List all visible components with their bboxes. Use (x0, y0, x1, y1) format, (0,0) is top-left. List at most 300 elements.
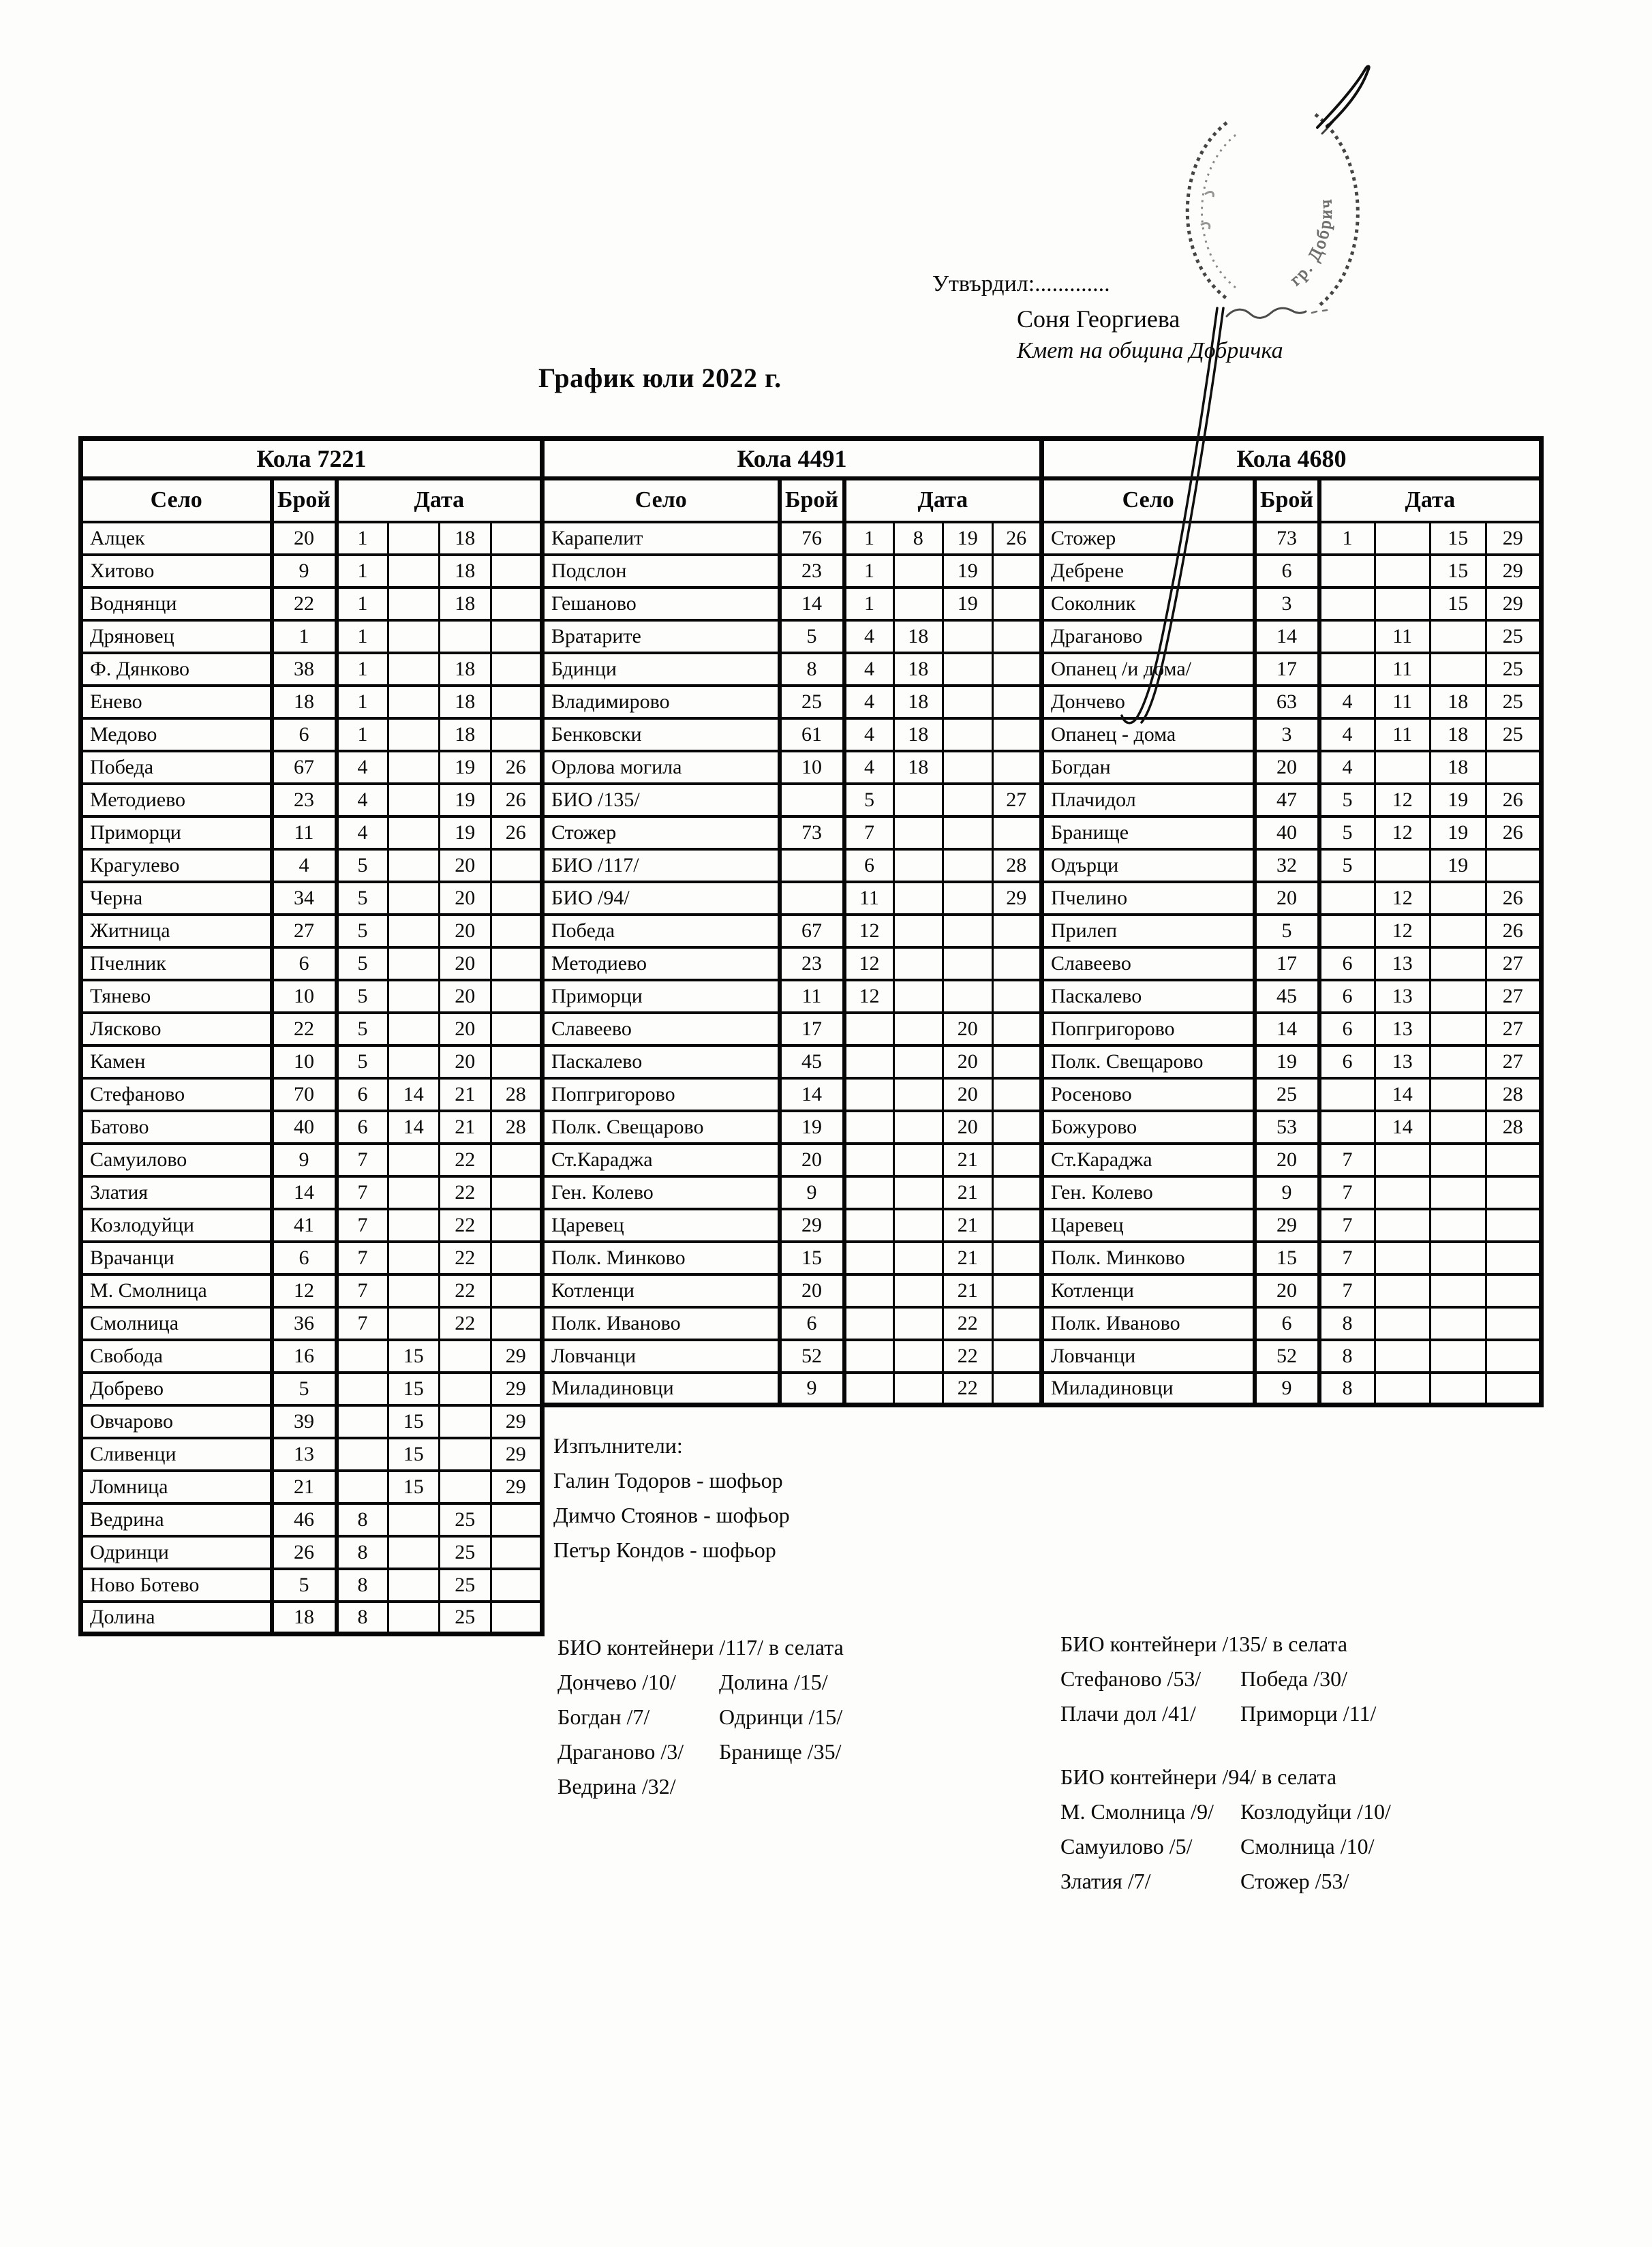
date-cell (388, 653, 440, 686)
count-header: Брой (272, 478, 337, 522)
date-cell: 29 (491, 1373, 542, 1405)
date-cell: 28 (1486, 1111, 1542, 1144)
date-cell (388, 1602, 440, 1634)
count-cell: 12 (272, 1274, 337, 1307)
village-cell: Царевец (1042, 1209, 1255, 1242)
date-cell: 15 (388, 1438, 440, 1471)
date-cell (1319, 653, 1375, 686)
count-cell (780, 849, 844, 882)
count-cell: 25 (780, 686, 844, 718)
village-cell: Стефаново (81, 1078, 272, 1111)
date-cell: 29 (491, 1405, 542, 1438)
date-cell: 13 (1375, 980, 1431, 1013)
count-cell: 39 (272, 1405, 337, 1438)
date-cell: 6 (1319, 980, 1375, 1013)
bio-col-1 (1060, 1662, 1240, 1731)
date-cell (491, 1274, 542, 1307)
date-cell: 26 (1486, 882, 1542, 915)
executors-list (553, 1463, 790, 1568)
date-cell: 7 (337, 1176, 388, 1209)
date-cell (491, 1503, 542, 1536)
village-cell: Ловчанци (1042, 1340, 1255, 1373)
count-cell: 27 (272, 915, 337, 947)
date-cell (1319, 587, 1375, 620)
table-row (81, 1176, 542, 1209)
count-cell: 45 (780, 1045, 844, 1078)
table-row (1042, 1144, 1542, 1176)
bio-village-entry: Ведрина /32/ (557, 1774, 676, 1799)
date-cell: 21 (943, 1176, 993, 1209)
date-cell (491, 1013, 542, 1045)
date-cell: 20 (440, 947, 491, 980)
village-cell: Воднянци (81, 587, 272, 620)
village-cell: Стожер (542, 816, 780, 849)
date-cell (337, 1438, 388, 1471)
date-cell: 1 (1319, 522, 1375, 555)
table-row (81, 1111, 542, 1144)
village-cell: Победа (542, 915, 780, 947)
village-cell: Котленци (1042, 1274, 1255, 1307)
date-cell (893, 1078, 943, 1111)
date-cell (388, 718, 440, 751)
date-cell: 4 (844, 751, 894, 784)
date-cell: 19 (1431, 784, 1486, 816)
date-cell (1431, 1373, 1486, 1405)
date-cell (844, 1209, 894, 1242)
date-cell: 8 (893, 522, 943, 555)
date-cell: 4 (844, 620, 894, 653)
date-cell: 4 (844, 686, 894, 718)
date-cell (844, 1373, 894, 1405)
count-cell: 29 (1255, 1209, 1319, 1242)
date-cell: 27 (1486, 1013, 1542, 1045)
date-cell (440, 620, 491, 653)
date-cell: 12 (1375, 816, 1431, 849)
count-cell: 73 (780, 816, 844, 849)
date-cell: 21 (943, 1144, 993, 1176)
date-cell: 12 (844, 980, 894, 1013)
date-cell (943, 980, 993, 1013)
count-cell (780, 784, 844, 816)
bio-section-94 (1060, 1760, 1391, 1899)
count-cell: 15 (1255, 1242, 1319, 1274)
bio-section-title: БИО контейнери /94/ в селата (1060, 1764, 1337, 1789)
date-cell: 11 (1375, 653, 1431, 686)
table-row (1042, 751, 1542, 784)
table-row (1042, 1209, 1542, 1242)
date-cell: 14 (1375, 1111, 1431, 1144)
table-row (81, 1602, 542, 1634)
village-cell: Свобода (81, 1340, 272, 1373)
village-cell: Гешаново (542, 587, 780, 620)
date-cell: 22 (440, 1176, 491, 1209)
table-row (542, 718, 1042, 751)
village-header: Село (542, 478, 780, 522)
table-row (1042, 980, 1542, 1013)
date-cell (893, 1045, 943, 1078)
count-cell: 9 (272, 555, 337, 587)
date-cell (388, 751, 440, 784)
date-cell (1431, 1045, 1486, 1078)
date-cell (1431, 653, 1486, 686)
date-cell: 19 (943, 587, 993, 620)
count-cell: 17 (1255, 653, 1319, 686)
count-cell: 20 (1255, 882, 1319, 915)
table-row (542, 816, 1042, 849)
bio-col-2 (1240, 1662, 1376, 1731)
date-cell (992, 1111, 1042, 1144)
date-cell (943, 751, 993, 784)
bio-village-entry: Смолница /10/ (1240, 1834, 1375, 1859)
table-row (81, 555, 542, 587)
village-cell: Енево (81, 686, 272, 718)
date-cell (388, 1536, 440, 1569)
date-cell: 26 (992, 522, 1042, 555)
date-cell (893, 980, 943, 1013)
date-cell (491, 947, 542, 980)
date-cell: 26 (1486, 915, 1542, 947)
date-cell: 29 (491, 1471, 542, 1503)
table-row (542, 751, 1042, 784)
date-cell (1319, 555, 1375, 587)
count-cell: 52 (780, 1340, 844, 1373)
date-cell (1375, 1340, 1431, 1373)
village-cell: Ф. Дянково (81, 653, 272, 686)
date-cell (491, 686, 542, 718)
date-cell: 5 (337, 947, 388, 980)
village-cell: Драганово (1042, 620, 1255, 653)
table-row (1042, 1013, 1542, 1045)
village-cell: Опанец - дома (1042, 718, 1255, 751)
count-cell: 20 (780, 1144, 844, 1176)
date-cell (388, 1274, 440, 1307)
car-title: Кола 7221 (81, 439, 542, 478)
date-cell: 6 (337, 1111, 388, 1144)
village-cell: М. Смолница (81, 1274, 272, 1307)
date-cell (943, 653, 993, 686)
count-cell: 3 (1255, 718, 1319, 751)
date-cell: 20 (943, 1013, 993, 1045)
date-cell (943, 620, 993, 653)
village-cell: Пчелино (1042, 882, 1255, 915)
date-cell: 5 (337, 980, 388, 1013)
count-cell: 17 (1255, 947, 1319, 980)
count-cell: 29 (780, 1209, 844, 1242)
village-cell: Методиево (542, 947, 780, 980)
date-cell: 18 (893, 718, 943, 751)
date-cell: 1 (337, 587, 388, 620)
schedule-table-kola-7221 (78, 436, 545, 1636)
village-cell: Паскалево (542, 1045, 780, 1078)
date-cell: 21 (943, 1274, 993, 1307)
date-cell (1375, 522, 1431, 555)
date-cell (992, 1078, 1042, 1111)
date-cell (388, 1176, 440, 1209)
village-cell: Врачанци (81, 1242, 272, 1274)
table-row (1042, 587, 1542, 620)
date-cell (893, 1373, 943, 1405)
date-cell (1486, 1176, 1542, 1209)
count-cell: 5 (780, 620, 844, 653)
date-cell: 4 (337, 784, 388, 816)
count-cell: 32 (1255, 849, 1319, 882)
village-cell: Лясково (81, 1013, 272, 1045)
date-cell (491, 653, 542, 686)
bio-col-2 (719, 1665, 842, 1804)
date-cell: 7 (337, 1209, 388, 1242)
count-cell: 3 (1255, 587, 1319, 620)
count-cell: 14 (1255, 1013, 1319, 1045)
date-cell: 5 (337, 915, 388, 947)
date-cell (1431, 1340, 1486, 1373)
count-cell: 23 (780, 947, 844, 980)
bio-col-1 (1060, 1794, 1240, 1899)
count-cell: 20 (1255, 1274, 1319, 1307)
date-cell (491, 587, 542, 620)
date-cell (491, 1209, 542, 1242)
date-cell: 6 (1319, 947, 1375, 980)
date-cell: 20 (943, 1045, 993, 1078)
table-row (542, 784, 1042, 816)
date-cell: 4 (844, 653, 894, 686)
date-cell: 19 (943, 522, 993, 555)
table-row (81, 1274, 542, 1307)
date-cell: 27 (1486, 947, 1542, 980)
table-row (542, 1045, 1042, 1078)
table-row (1042, 1373, 1542, 1405)
date-cell (893, 915, 943, 947)
village-cell: Батово (81, 1111, 272, 1144)
date-cell: 13 (1375, 1013, 1431, 1045)
table-row (542, 1274, 1042, 1307)
count-cell: 25 (1255, 1078, 1319, 1111)
count-cell: 70 (272, 1078, 337, 1111)
date-cell: 26 (491, 751, 542, 784)
table-row (81, 587, 542, 620)
date-cell (1431, 882, 1486, 915)
date-cell: 8 (1319, 1307, 1375, 1340)
date-cell (1431, 1013, 1486, 1045)
date-cell (893, 849, 943, 882)
date-cell (844, 1045, 894, 1078)
village-cell: Златия (81, 1176, 272, 1209)
date-cell (992, 1209, 1042, 1242)
village-cell: БИО /117/ (542, 849, 780, 882)
date-cell: 15 (1431, 587, 1486, 620)
date-cell: 21 (440, 1111, 491, 1144)
date-cell (893, 555, 943, 587)
bio-village-entry: Богдан /7/ (557, 1705, 650, 1729)
date-cell (1375, 1242, 1431, 1274)
table-row (542, 555, 1042, 587)
date-cell: 25 (440, 1503, 491, 1536)
village-cell: Одринци (81, 1536, 272, 1569)
count-cell: 10 (272, 1045, 337, 1078)
date-cell (388, 1569, 440, 1602)
count-cell: 23 (780, 555, 844, 587)
village-cell: Росеново (1042, 1078, 1255, 1111)
date-cell (440, 1471, 491, 1503)
village-cell: Козлодуйци (81, 1209, 272, 1242)
table-row (81, 718, 542, 751)
count-cell: 6 (1255, 555, 1319, 587)
date-cell (491, 1602, 542, 1634)
date-cell (992, 1373, 1042, 1405)
village-cell: Миладиновци (1042, 1373, 1255, 1405)
date-cell (337, 1373, 388, 1405)
village-cell: Богдан (1042, 751, 1255, 784)
bio-col-2 (1240, 1794, 1391, 1899)
date-cell (893, 947, 943, 980)
village-cell: Победа (81, 751, 272, 784)
table-row (81, 784, 542, 816)
date-cell: 26 (1486, 816, 1542, 849)
date-cell (992, 1176, 1042, 1209)
table-row (1042, 1176, 1542, 1209)
date-cell (893, 1176, 943, 1209)
village-cell: Житница (81, 915, 272, 947)
count-cell: 14 (780, 1078, 844, 1111)
village-cell: Полк. Свещарово (542, 1111, 780, 1144)
count-cell: 45 (1255, 980, 1319, 1013)
date-cell: 28 (491, 1111, 542, 1144)
date-cell: 26 (491, 816, 542, 849)
date-cell (388, 1242, 440, 1274)
table-row (542, 1340, 1042, 1373)
date-cell: 1 (337, 686, 388, 718)
date-cell: 25 (440, 1536, 491, 1569)
village-header: Село (81, 478, 272, 522)
date-cell: 5 (337, 882, 388, 915)
count-cell: 14 (780, 587, 844, 620)
date-cell (992, 620, 1042, 653)
date-cell (893, 587, 943, 620)
date-cell (388, 522, 440, 555)
village-cell: Дебрене (1042, 555, 1255, 587)
date-header: Дата (337, 478, 542, 522)
table-row (81, 522, 542, 555)
date-cell: 18 (893, 653, 943, 686)
village-cell: Алцек (81, 522, 272, 555)
date-cell: 14 (1375, 1078, 1431, 1111)
date-cell: 8 (337, 1602, 388, 1634)
date-cell (943, 947, 993, 980)
village-cell: Полк. Минково (1042, 1242, 1255, 1274)
village-cell: Полк. Минково (542, 1242, 780, 1274)
date-cell (1375, 1176, 1431, 1209)
table-row (542, 1111, 1042, 1144)
date-cell: 27 (1486, 1045, 1542, 1078)
village-cell: Бранище (1042, 816, 1255, 849)
table-row (81, 1144, 542, 1176)
date-cell (893, 1307, 943, 1340)
date-cell (1375, 1307, 1431, 1340)
date-cell: 15 (388, 1471, 440, 1503)
date-cell: 15 (388, 1340, 440, 1373)
date-cell (992, 1340, 1042, 1373)
village-cell: Добрево (81, 1373, 272, 1405)
date-cell: 5 (337, 849, 388, 882)
date-cell (1431, 947, 1486, 980)
date-cell: 15 (388, 1405, 440, 1438)
date-cell: 20 (943, 1078, 993, 1111)
bio-village-entry: Одринци /15/ (719, 1705, 843, 1729)
date-cell: 22 (440, 1209, 491, 1242)
count-cell: 15 (780, 1242, 844, 1274)
executors-block (553, 1428, 790, 1568)
date-cell (893, 1144, 943, 1176)
count-cell: 9 (780, 1373, 844, 1405)
count-cell: 1 (272, 620, 337, 653)
village-cell: Опанец /и дома/ (1042, 653, 1255, 686)
count-cell: 6 (780, 1307, 844, 1340)
table-row (81, 1209, 542, 1242)
date-cell (1431, 980, 1486, 1013)
date-cell: 11 (1375, 620, 1431, 653)
date-cell (893, 882, 943, 915)
count-cell: 41 (272, 1209, 337, 1242)
village-cell: Подслон (542, 555, 780, 587)
bio-village-entry: Стефаново /53/ (1060, 1666, 1202, 1691)
count-cell: 34 (272, 882, 337, 915)
table-row (542, 1013, 1042, 1045)
village-cell: Стожер (1042, 522, 1255, 555)
table-row (1042, 1340, 1542, 1373)
date-cell (491, 1242, 542, 1274)
date-cell (388, 1307, 440, 1340)
village-cell: Славеево (1042, 947, 1255, 980)
village-cell: Ген. Колево (542, 1176, 780, 1209)
count-cell: 5 (272, 1373, 337, 1405)
count-cell: 20 (272, 522, 337, 555)
date-cell: 4 (337, 816, 388, 849)
bio-col-1 (557, 1665, 719, 1804)
date-cell: 4 (1319, 718, 1375, 751)
table-row (81, 1471, 542, 1503)
count-cell: 40 (1255, 816, 1319, 849)
executor-name: Димчо Стоянов - шофьор (553, 1503, 790, 1527)
date-cell (1486, 1373, 1542, 1405)
date-cell (337, 1471, 388, 1503)
date-cell: 8 (337, 1569, 388, 1602)
count-cell: 9 (272, 1144, 337, 1176)
date-cell (1486, 1144, 1542, 1176)
approver-name: Соня Георгиева (1017, 305, 1180, 333)
date-cell: 21 (440, 1078, 491, 1111)
table-row (1042, 915, 1542, 947)
date-cell: 25 (1486, 620, 1542, 653)
date-cell (491, 849, 542, 882)
table-row (542, 620, 1042, 653)
date-cell: 25 (440, 1569, 491, 1602)
date-cell: 26 (1486, 784, 1542, 816)
count-cell: 19 (780, 1111, 844, 1144)
village-cell: Прилеп (1042, 915, 1255, 947)
table-row (81, 882, 542, 915)
date-cell: 15 (1431, 555, 1486, 587)
date-cell (1375, 1373, 1431, 1405)
date-cell (992, 555, 1042, 587)
table-row (81, 686, 542, 718)
date-cell: 19 (1431, 849, 1486, 882)
date-cell: 11 (1375, 718, 1431, 751)
table-row (542, 1176, 1042, 1209)
date-cell (440, 1438, 491, 1471)
village-cell: Орлова могила (542, 751, 780, 784)
date-cell: 22 (440, 1144, 491, 1176)
date-cell (1375, 555, 1431, 587)
date-cell: 28 (491, 1078, 542, 1111)
